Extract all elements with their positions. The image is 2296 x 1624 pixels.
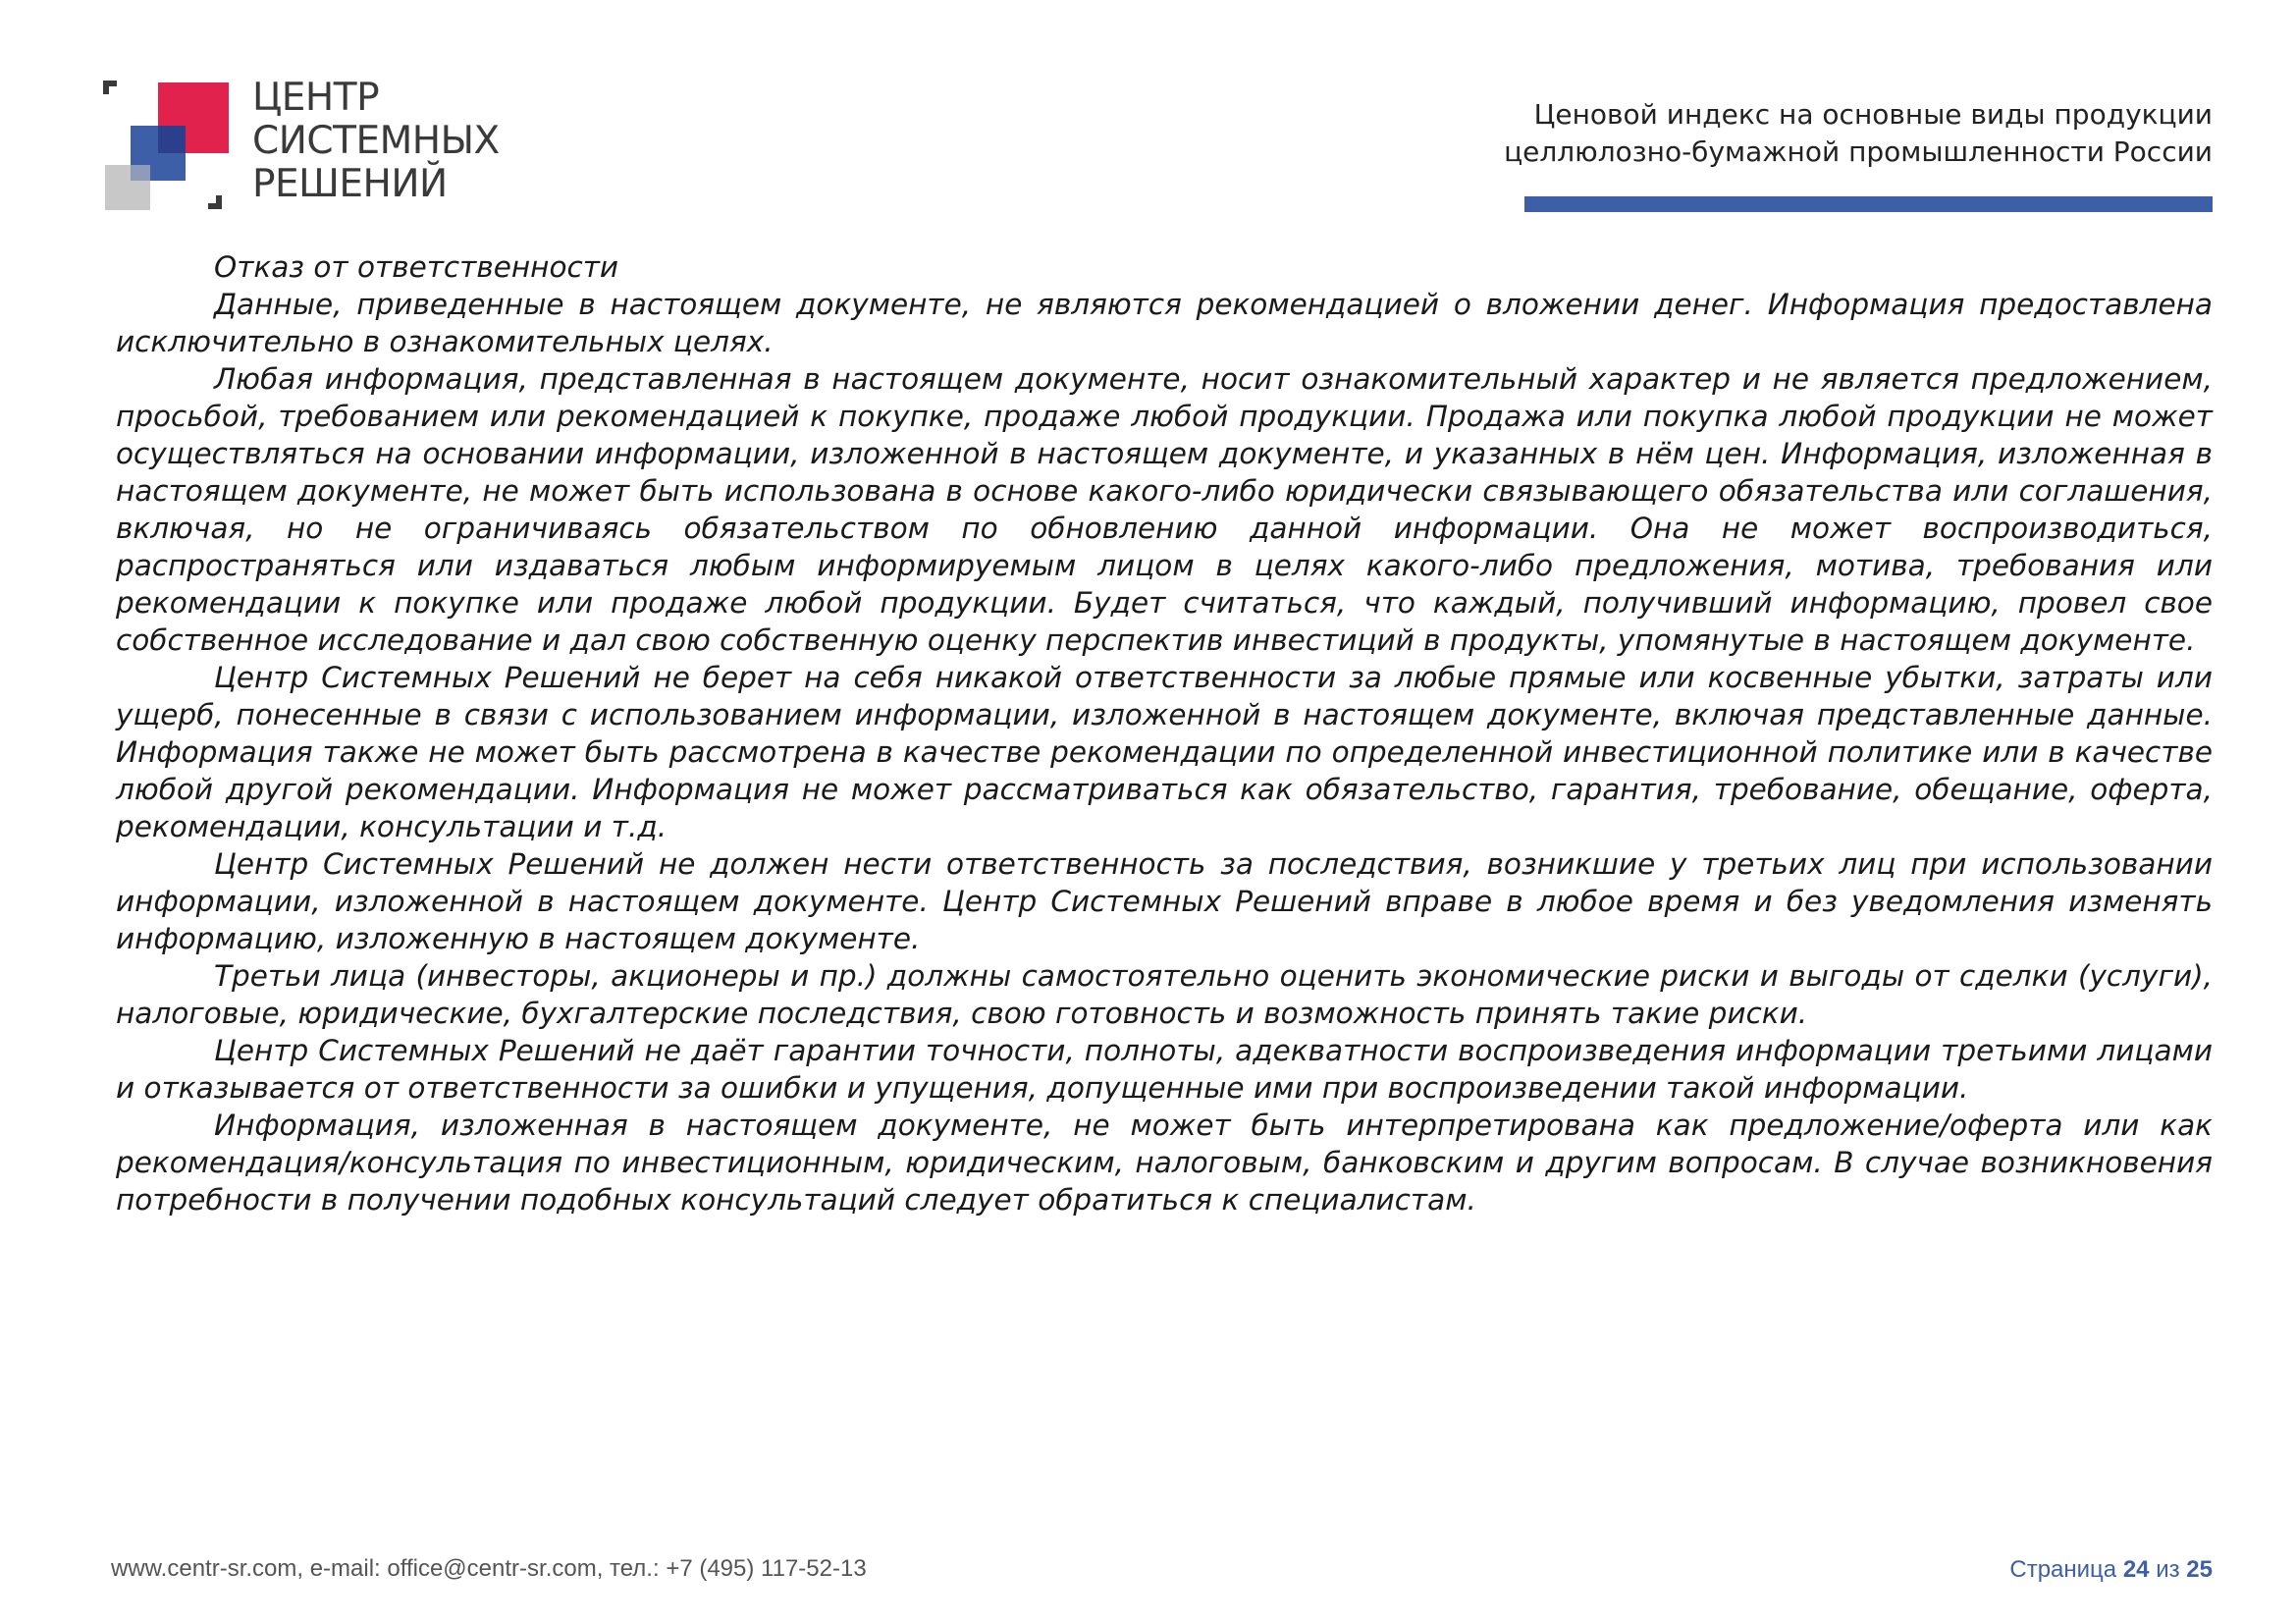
disclaimer-paragraph: Центр Системных Решений не должен нести ответственность за последствия, возникшие у третьих лиц при использовании информации, изложенной в настоящем документе. Центр Системных Решений вправе в любое время и без уведомления изменять информацию, изложенную в настоящем документе. (116, 847, 2213, 955)
company-logo (103, 76, 515, 216)
document-title (1504, 96, 2213, 171)
footer-contacts: www.centr-sr.com, e-mail: office@centr-sr.com, тел.: +7 (495) 117-52-13 (111, 1555, 867, 1582)
disclaimer-paragraph: Информация, изложенная в настоящем документе, не может быть интерпретирована как предложение/оферта или как рекомендация/консультация по инвестиционным, юридическим, налоговым, банковским и другим вопросам. В случае возникновения потребности в получении подобных консультаций следует обратиться к специалистам. (116, 1109, 2213, 1217)
logo-line-1: ЦЕНТР (252, 76, 380, 120)
page-total: 25 (2186, 1556, 2213, 1583)
disclaimer-heading: Отказ от ответственности (214, 250, 619, 284)
logo-line-2: СИСТЕМНЫХ (252, 119, 500, 163)
logo-wordmark (252, 77, 500, 206)
disclaimer-paragraph: Третьи лица (инвесторы, акционеры и пр.) должны самостоятельно оценить экономические риски и выгоды от сделки (услуги), налоговые, юридические, бухгалтерские последствия, свою готовность и возможность принять такие риски. (116, 959, 2213, 1030)
page-number (2009, 1556, 2213, 1584)
disclaimer-section (116, 248, 2213, 1218)
disclaimer-paragraph: Центр Системных Решений не даёт гарантии точности, полноты, адекватности воспроизведения информации третьими лицами и отказывается от ответственности за ошибки и упущения, допущенные ими при воспроизведении такой информации. (116, 1034, 2213, 1105)
disclaimer-paragraph: Центр Системных Решений не берет на себя никакой ответственности за любые прямые или косвенные убытки, затраты или ущерб, понесенные в связи с использованием информации, изложенной в настоящем документе, включая представленные данные. Информация также не может быть рассмотрена в качестве рекомендации по определенной инвестиционной политике или в качестве любой другой рекомендации. Информация не может рассматриваться как обязательство, гарантия, требование, обещание, оферта, рекомендации, консультации и т.д. (116, 661, 2213, 843)
logo-mark-icon (103, 79, 240, 216)
disclaimer-paragraph: Данные, приведенные в настоящем документе, не являются рекомендацией о вложении денег. Информация предоставлена исключительно в ознакомительных целях. (116, 288, 2213, 358)
logo-line-3: РЕШЕНИЙ (252, 162, 448, 206)
header-accent-bar (1524, 196, 2213, 212)
document-title-line-1: Ценовой индекс на основные виды продукции (1533, 98, 2213, 131)
document-title-line-2: целлюлозно-бумажной промышленности России (1504, 135, 2213, 168)
page-of-label: из (2156, 1556, 2180, 1583)
page-current: 24 (2122, 1556, 2150, 1583)
page-label: Страница (2009, 1556, 2117, 1583)
disclaimer-paragraph: Любая информация, представленная в настоящем документе, носит ознакомительный характер и не является предложением, просьбой, требованием или рекомендацией к покупке, продаже любой продукции. Продажа или покупка любой продукции не может осуществляться на основании информации, изложенной в настоящем документе, и указанных в нём цен. Информация, изложенная в настоящем документе, не может быть использована в основе какого-либо юридически связывающего обязательства или соглашения, включая, но не ограничиваясь обязательством по обновлению данной информации. Она не может воспроизводиться, распространяться или издаваться любым информируемым лицом в целях какого-либо предложения, мотива, требования или рекомендации к покупке или продаже любой продукции. Будет считаться, что каждый, получивший информацию, провел свое собственное исследование и дал свою собственную оценку перспектив инвестиций в продукты, упомянутые в настоящем документе. (116, 362, 2213, 657)
